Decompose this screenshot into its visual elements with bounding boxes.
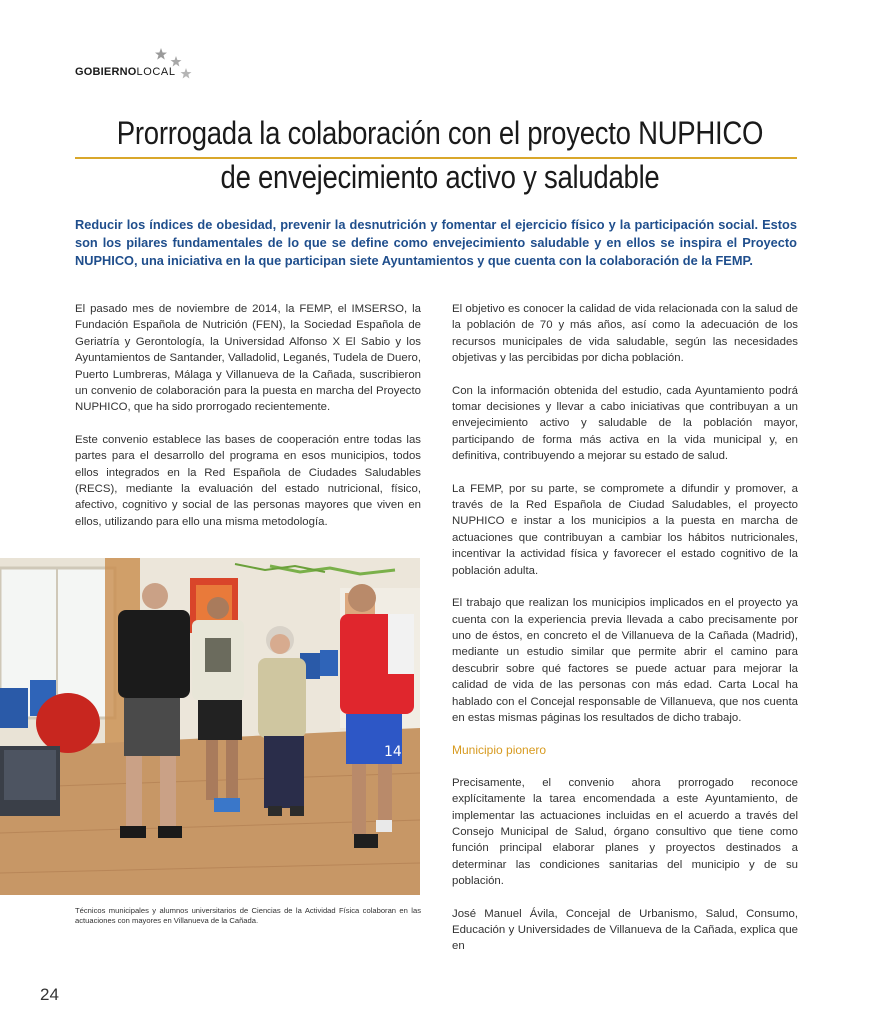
paragraph: El trabajo que realizan los municipios implicados en el proyecto ya cuenta con la experiencia previa llevada a cabo precisamente por uno de éstos, en concreto el de Villanueva de la Cañada (Madrid), mediante un estudio similar que permite abrir el camino para descubrir sobre qué factores se puede actuar para mejorar la calidad de vida de las personas con más edad. Carta Local ha hablado con el Concejal responsable de Villanueva, que nos cuenta en estas mismas páginas los resultados de dicho trabajo. [452,597,798,724]
paragraph: Este convenio establece las bases de cooperación entre todas las partes para el desarrollo del programa en esos municipios, todos ellos integrados en la Red Española de Ciudades Saludables (RECS), mediante la evaluación del estado nutricional, físico, afectivo, cognitivo y social de las personas mayores que viven en ellos, utilizando para ello una misma metodología. [75,433,421,528]
article-photo [0,558,420,895]
page-number: 24 [40,985,59,1004]
article-title-line1: Prorrogada la colaboración con el proyecto NUPHICO [116,115,764,151]
article-title-line2: de envejecimiento activo y saludable [220,159,660,195]
right-column [452,301,798,971]
paragraph: El pasado mes de noviembre de 2014, la FEMP, el IMSERSO, la Fundación Española de Nutrición (FEN), la Sociedad Española de Geriatría y Gerontología, la Universidad Alfonso X El Sabio y los Ayuntamientos de Santander, Valladolid, Leganés, Tudela de Duero, Puerto Lumbreras, Málaga y Villanueva de la Cañada, suscribieron un convenio de colaboración para la puesta en marcha del Proyecto NUPHICO, que ha sido prorrogado recientemente. [75,303,421,414]
paragraph: El objetivo es conocer la calidad de vida relacionada con la salud de la población de 70 y más años, así como la adecuación de los recursos municipales de vida saludable, según las necesidades objetivas y las percibidas por dicha población. [452,303,798,365]
section-subheading: Municipio pionero [452,743,547,758]
article-lead: Reducir los índices de obesidad, prevenir la desnutrición y fomentar el ejercicio físico y la participación social. Estos son los pilares fundamentales de lo que se define como envejecimiento saludable y en ellos se inspira el Proyecto NUPHICO, una iniciativa en la que participan siete Ayuntamientos y que cuenta con la colaboración de la FEMP. [75,217,797,268]
brand-bold: GOBIERNO [75,66,137,78]
paragraph: Precisamente, el convenio ahora prorrogado reconoce explícitamente la tarea encomendada a este Ayuntamiento, de implementar las actuaciones incluidas en el acuerdo a través del Consejo Municipal de Salud, órgano consultivo que tiene como función principal elaborar planes y proyectos destinados a determinar las condiciones sanitarias del municipio y de su población. [452,776,798,888]
paragraph: José Manuel Ávila, Concejal de Urbanismo, Salud, Consumo, Educación y Universidades de Villanueva de la Cañada, explica que en [452,907,798,953]
paragraph: Con la información obtenida del estudio, cada Ayuntamiento podrá tomar decisiones y llevar a cabo iniciativas que contribuyan a un envejecimiento activo y saludable de la población mayor, participando de forma más activa en la vida municipal y, en definitiva, contribuyendo a mejorar su estado de salud. [452,384,798,463]
stars-icon [148,46,196,84]
photo-caption: Técnicos municipales y alumnos universitarios de Ciencias de la Actividad Física colaboran en las actuaciones con mayores en Villanueva de la Cañada. [75,906,421,925]
paragraph: La FEMP, por su parte, se compromete a difundir y promover, a través de la Red Española de Ciudad Saludables, el proyecto NUPHICO e instar a los municipios a la puesta en marcha de actuaciones que contribuyan a cambiar los hábitos nutricionales, incentivar la actividad física y favorecer el estado cognitivo de la población adulta. [452,482,798,577]
jersey-number: 14 [384,744,402,760]
left-column [75,301,421,546]
brand-light: LOCAL [136,66,176,78]
